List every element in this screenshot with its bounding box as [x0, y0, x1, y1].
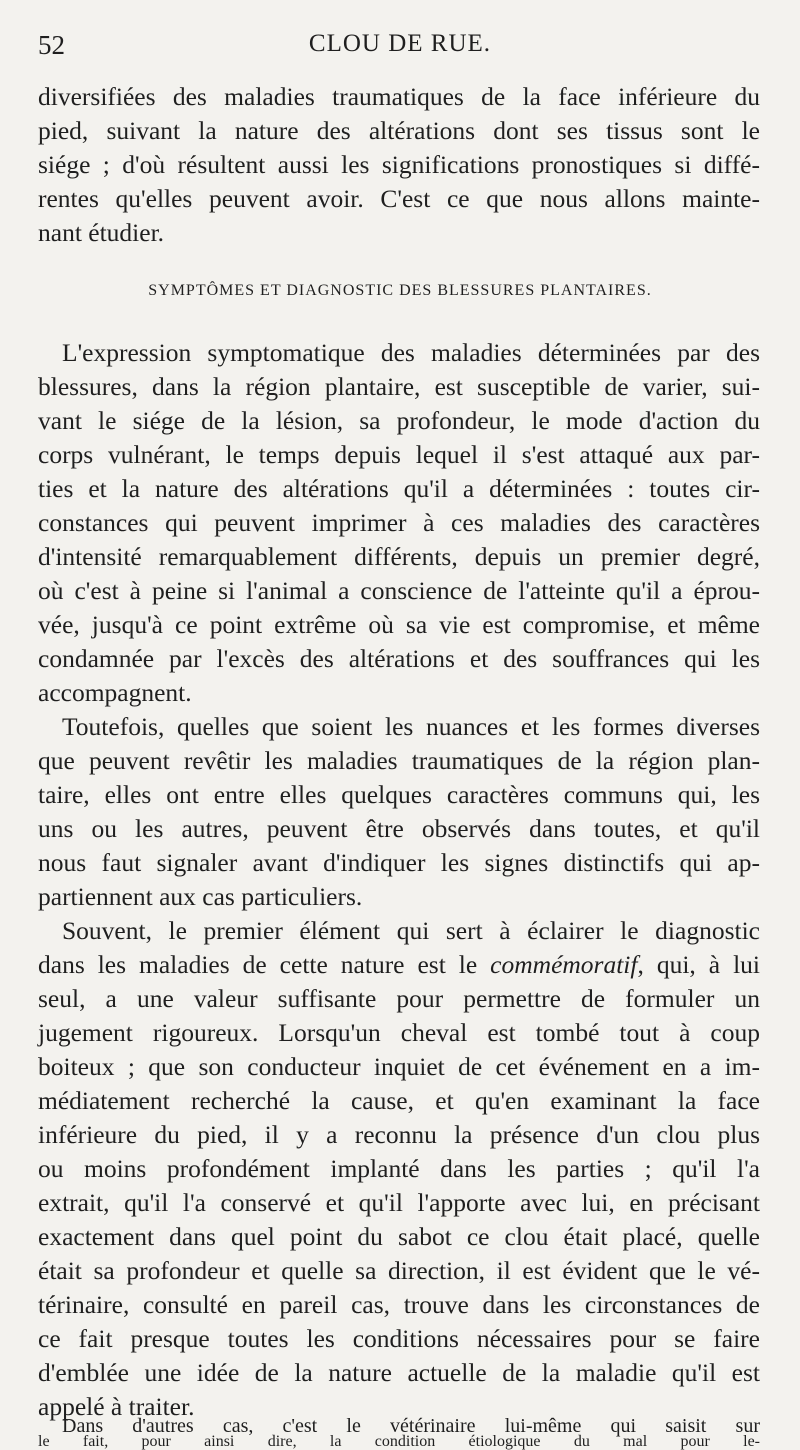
text-run: dans les maladies de cette nature est le — [38, 950, 491, 979]
text-line: exactement dans quel point du sabot ce clou était placé, quelle — [38, 1222, 760, 1251]
text-run: , qui, à lui — [637, 950, 760, 979]
text-line: extrait, qu'il l'a conservé et qu'il l'apporte avec lui, en précisant — [38, 1188, 760, 1217]
text-line: condamnée par l'excès des altérations et des souffrances qui les — [38, 644, 760, 673]
text-line: médiatement recherché la cause, et qu'en examinant la face — [38, 1086, 760, 1115]
text-line: ce fait presque toutes les conditions nécessaires pour se faire — [38, 1324, 760, 1353]
text-line: corps vulnérant, le temps depuis lequel il s'est attaqué aux par- — [38, 440, 760, 469]
text-line: partiennent aux cas particuliers. — [38, 882, 363, 911]
text-line: nant étudier. — [38, 218, 165, 247]
text-line: uns ou les autres, peuvent être observés dans toutes, et qu'il — [38, 814, 760, 843]
text-line: L'expression symptomatique des maladies déterminées par des — [62, 338, 760, 367]
text-line: ou moins profondément implanté dans les parties ; qu'il l'a — [38, 1154, 760, 1183]
section-heading: SYMPTÔMES ET DIAGNOSTIC DES BLESSURES PLANTAIRES. — [148, 282, 652, 299]
text-line: taire, elles ont entre elles quelques caractères communs qui, les — [38, 780, 760, 809]
text-line: d'emblée une idée de la nature actuelle de la maladie qu'il est — [38, 1358, 760, 1387]
text-line: était sa profondeur et quelle sa direction, il est évident que le vé- — [38, 1256, 760, 1285]
text-line: siége ; d'où résultent aussi les significations pronostiques si diffé- — [38, 150, 760, 179]
text-line: appelé à traiter. — [38, 1392, 195, 1421]
text-line: inférieure du pied, il y a reconnu la présence d'un clou plus — [38, 1120, 760, 1149]
text-line: où c'est à peine si l'animal a conscience de l'atteinte qu'il a éprou- — [38, 576, 760, 605]
text-line: boiteux ; que son conducteur inquiet de cet événement en a im- — [38, 1052, 760, 1081]
text-line: le fait, pour ainsi dire, la condition étiologique du mal pour le- — [38, 1433, 760, 1450]
text-line: diversifiées des maladies traumatiques de la face inférieure du — [38, 82, 760, 111]
italic-term: commémoratif — [490, 950, 638, 979]
text-line: constances qui peuvent imprimer à ces maladies des caractères — [38, 508, 760, 537]
text-line: vant le siége de la lésion, sa profondeur, le mode d'action du — [38, 406, 760, 435]
text-line: jugement rigoureux. Lorsqu'un cheval est tombé tout à coup — [38, 1018, 760, 1047]
text-line: térinaire, consulté en pareil cas, trouve dans les circonstances de — [38, 1290, 760, 1319]
text-line: rentes qu'elles peuvent avoir. C'est ce que nous allons mainte- — [38, 184, 760, 213]
page-number: 52 — [38, 30, 65, 60]
text-line: blessures, dans la région plantaire, est susceptible de varier, sui- — [38, 372, 760, 401]
text-line: Dans d'autres cas, c'est le vétérinaire lui-même qui saisit sur — [62, 1415, 760, 1437]
text-line: pied, suivant la nature des altérations dont ses tissus sont le — [38, 116, 760, 145]
text-line-with-emphasis — [38, 948, 760, 982]
text-line: d'intensité remarquablement différents, depuis un premier degré, — [38, 542, 760, 571]
page-header — [0, 30, 800, 70]
text-line: Souvent, le premier élément qui sert à éclairer le diagnostic — [62, 916, 760, 945]
running-title: CLOU DE RUE. — [308, 30, 492, 57]
text-line: que peuvent revêtir les maladies traumatiques de la région plan- — [38, 746, 760, 775]
text-line: ties et la nature des altérations qu'il a déterminées : toutes cir- — [38, 474, 760, 503]
text-line: Toutefois, quelles que soient les nuances et les formes diverses — [62, 712, 760, 741]
text-line: vée, jusqu'à ce point extrême où sa vie est compromise, et même — [38, 610, 760, 639]
text-line: nous faut signaler avant d'indiquer les signes distinctifs qui ap- — [38, 848, 760, 877]
text-line: seul, a une valeur suffisante pour permettre de formuler un — [38, 984, 760, 1013]
text-line: accompagnent. — [38, 678, 192, 707]
